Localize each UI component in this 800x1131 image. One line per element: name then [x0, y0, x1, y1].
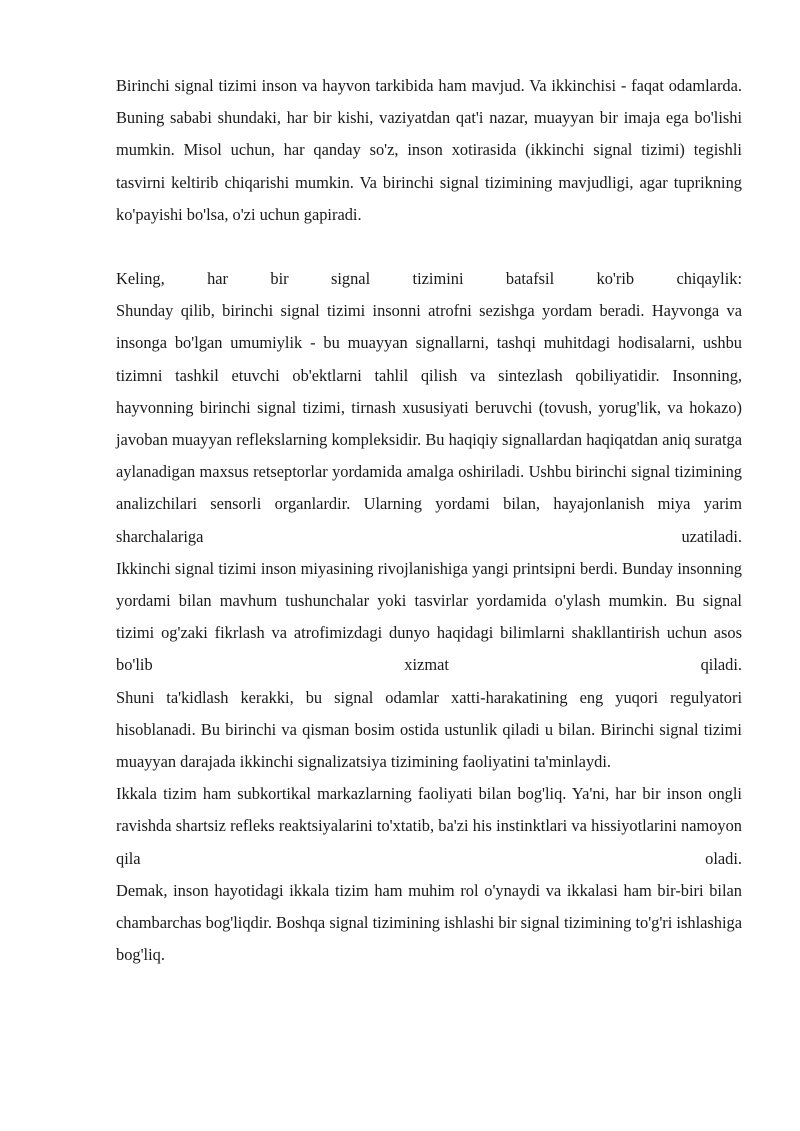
paragraph-conclusion: Demak, inson hayotidagi ikkala tizim ham muhim rol o'ynaydi va ikkalasi ham bir-biri bilan chambarchas bog'liqdir. Boshqa signal tizimining ishlashi bir signal tizimining to'g'ri ishlashiga bog'liq.: [116, 880, 742, 965]
paragraph-second-signal-system: Ikkinchi signal tizimi inson miyasining rivojlanishiga yangi printsipni berdi. Bunday insonning yordami bilan mavhum tushunchalar yoki tasvirlar yordamida o'ylash mumkin. Bu signal tizimi og'zaki fikrlash va atrofimizdagi dunyo haqidagi bilimlarni shakllantirish uchun asos bo'lib xizmat qiladi.: [116, 558, 742, 675]
paragraph-highest-regulator: Shuni ta'kidlash kerakki, bu signal odamlar xatti-harakatining eng yuqori regulyatori hisoblanadi. Bu birinchi va qisman bosim ostida ustunlik qiladi u bilan. Birinchi signal tizimi muayyan darajada ikkinchi signalizatsiya tizimining faoliyatini ta'minlaydi.: [116, 687, 742, 772]
paragraph-subcortical-centers: Ikkala tizim ham subkortikal markazlarning faoliyati bilan bog'liq. Ya'ni, har bir inson ongli ravishda shartsiz refleks reaktsiyalarini to'xtatib, ba'zi his instinktlari va hissiyotlarini namoyon qila oladi.: [116, 784, 742, 868]
document-page: [116, 70, 742, 971]
paragraph-first-signal-system: Shunday qilib, birinchi signal tizimi insonni atrofni sezishga yordam beradi. Hayvonga va insonga bo'lgan umumiylik - bu muayyan signallarni, tashqi muhitdagi hodisalarni, ushbu tizimni tashkil etuvchi ob'ektlarni tahlil qilish va sintezlash qobiliyatidir. Insonning, hayvonning birinchi signal tizimi, tirnash xususiyati beruvchi (tovush, yorug'lik, va hokazo) javoban muayyan reflekslarning kompleksidir. Bu haqiqiy signallardan haqiqatdan aniq suratga aylanadigan maxsus retseptorlar yordamida amalga oshiriladi. Ushbu birinchi signal tizimining analizchilari sensorli organlardir. Ularning yordami bilan, hayajonlanish miya yarim sharchalariga uzatiladi.: [116, 301, 742, 546]
paragraph-signal-systems-intro: Birinchi signal tizimi inson va hayvon tarkibida ham mavjud. Va ikkinchisi - faqat odamlarda. Buning sababi shundaki, har bir kishi, vaziyatdan qat'i nazar, muayyan bir imaja ega bo'lishi mumkin. Misol uchun, har qanday so'z, inson xotirasida (ikkinchi signal tizimi) tegishli tasvirni keltirib chiqarishi mumkin. Va birinchi signal tizimining mavjudligi, agar tuprikning ko'payishi bo'lsa, o'zi uchun gapiradi.: [116, 76, 742, 224]
paragraph-lets-consider: Keling, har bir signal tizimini batafsil ko'rib chiqaylik:: [116, 269, 742, 289]
paragraph-spacer: [116, 231, 742, 263]
